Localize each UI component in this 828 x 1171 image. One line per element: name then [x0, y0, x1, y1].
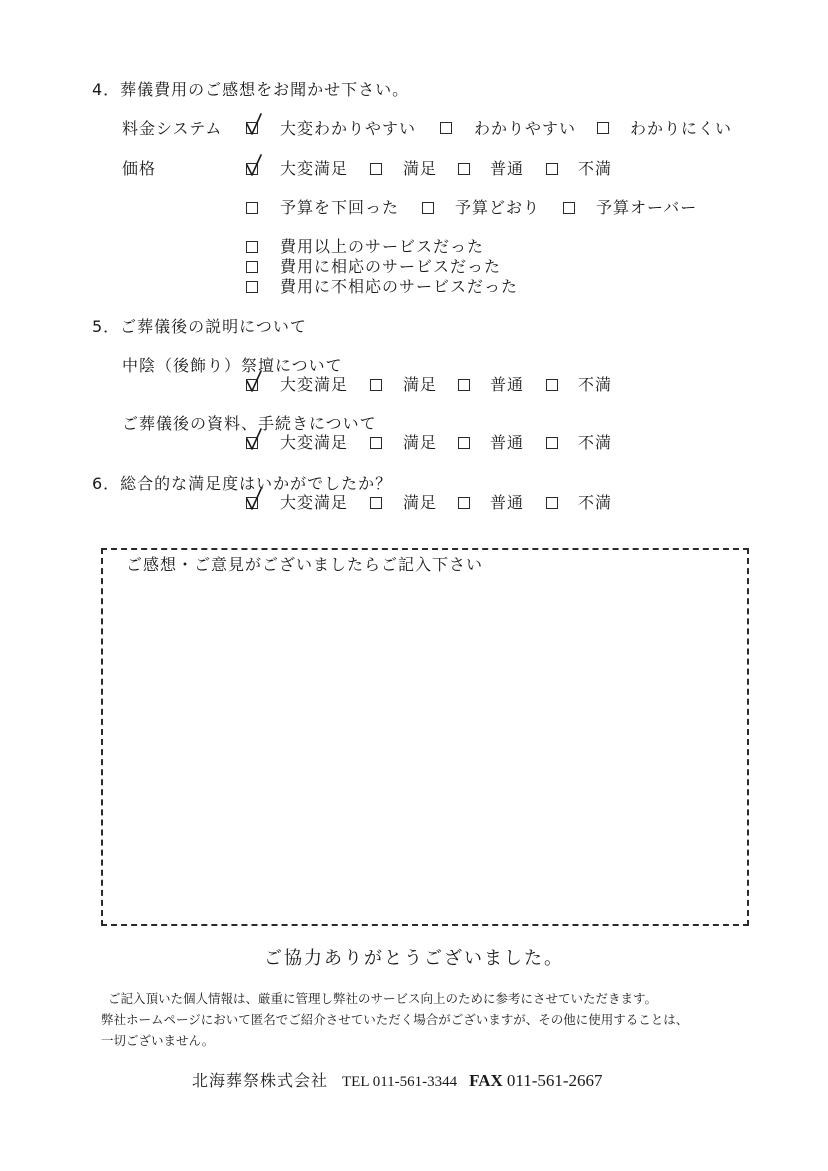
- documents-option-average: 普通: [490, 433, 525, 452]
- fee-system-option-very-clear: 大変わかりやすい: [280, 119, 417, 138]
- price-label: 価格: [122, 159, 157, 178]
- privacy-note-line-1: ご記入頂いた個人情報は、厳重に管理し弊社のサービス向上のために参考にさせていただきます。: [108, 991, 658, 1006]
- altar-option-average: 普通: [490, 375, 525, 394]
- altar-checkbox-dissatisfied[interactable]: [546, 379, 558, 391]
- price-checkbox-dissatisfied[interactable]: [546, 163, 558, 175]
- overall-checkbox-satisfied[interactable]: [370, 497, 382, 509]
- overall-option-satisfied: 満足: [403, 493, 438, 512]
- budget-option-over: 予算オーバー: [596, 198, 698, 217]
- overall-option-dissatisfied: 不満: [578, 493, 613, 512]
- fax-label: FAX: [469, 1071, 503, 1090]
- fee-system-checkbox-unclear[interactable]: [597, 122, 609, 134]
- documents-option-satisfied: 満足: [403, 433, 438, 452]
- service-checkbox-above[interactable]: [246, 241, 258, 253]
- checkmark-icon: [244, 487, 264, 511]
- price-option-average: 普通: [490, 159, 525, 178]
- price-option-satisfied: 満足: [403, 159, 438, 178]
- overall-checkbox-dissatisfied[interactable]: [546, 497, 558, 509]
- checkmark-icon: [244, 369, 264, 393]
- documents-label: ご葬儀後の資料、手続きについて: [122, 414, 377, 433]
- altar-option-very-satisfied: 大変満足: [280, 375, 349, 394]
- fee-system-option-unclear: わかりにくい: [630, 119, 733, 138]
- price-option-very-satisfied: 大変満足: [280, 159, 349, 178]
- fax-number: 011-561-2667: [506, 1071, 603, 1090]
- price-checkbox-average[interactable]: [458, 163, 470, 175]
- overall-checkbox-average[interactable]: [458, 497, 470, 509]
- service-option-above: 費用以上のサービスだった: [280, 237, 485, 256]
- question-6-title: 6．総合的な満足度はいかがでしたか？: [92, 474, 393, 493]
- service-option-fitting: 費用に相応のサービスだった: [280, 257, 502, 276]
- checkmark-icon: [244, 112, 264, 136]
- fee-system-label: 料金システム: [122, 119, 223, 138]
- checkmark-icon: [244, 427, 264, 451]
- phone-number: TEL 011-561-3344: [342, 1074, 458, 1090]
- thanks-message: ご協力ありがとうございました。: [264, 948, 564, 969]
- privacy-note-line-2: 弊社ホームページにおいて匿名でご紹介させていただく場合がございますが、その他に使用することは、: [101, 1012, 689, 1027]
- documents-checkbox-dissatisfied[interactable]: [546, 437, 558, 449]
- budget-checkbox-on[interactable]: [422, 202, 434, 214]
- fee-system-checkbox-clear[interactable]: [440, 122, 452, 134]
- budget-checkbox-over[interactable]: [563, 202, 575, 214]
- altar-label: 中陰（後飾り）祭壇について: [122, 356, 343, 375]
- service-checkbox-fitting[interactable]: [246, 261, 258, 273]
- altar-option-dissatisfied: 不満: [578, 375, 613, 394]
- overall-option-very-satisfied: 大変満足: [280, 493, 349, 512]
- documents-option-dissatisfied: 不満: [578, 433, 613, 452]
- comment-textarea[interactable]: [101, 548, 749, 926]
- fee-system-option-clear: わかりやすい: [474, 119, 577, 138]
- footer: [192, 1068, 603, 1091]
- question-5-title: 5．ご葬儀後の説明について: [92, 317, 307, 336]
- budget-option-on: 予算どおり: [455, 198, 541, 217]
- comment-label: ご感想・ご意見がございましたらご記入下さい: [126, 555, 484, 574]
- documents-option-very-satisfied: 大変満足: [280, 433, 349, 452]
- documents-checkbox-average[interactable]: [458, 437, 470, 449]
- budget-option-under: 予算を下回った: [280, 198, 400, 217]
- price-checkbox-satisfied[interactable]: [370, 163, 382, 175]
- question-4-title: 4．葬儀費用のご感想をお聞かせ下さい。: [92, 80, 410, 99]
- price-option-dissatisfied: 不満: [578, 159, 613, 178]
- service-option-unfitting: 費用に不相応のサービスだった: [280, 277, 519, 296]
- service-checkbox-unfitting[interactable]: [246, 281, 258, 293]
- checkmark-icon: [244, 153, 264, 177]
- company-name: 北海葬祭株式会社: [192, 1071, 329, 1090]
- altar-checkbox-satisfied[interactable]: [370, 379, 382, 391]
- altar-option-satisfied: 満足: [403, 375, 438, 394]
- documents-checkbox-satisfied[interactable]: [370, 437, 382, 449]
- budget-checkbox-under[interactable]: [246, 202, 258, 214]
- overall-option-average: 普通: [490, 493, 525, 512]
- altar-checkbox-average[interactable]: [458, 379, 470, 391]
- privacy-note-line-3: 一切ございません。: [101, 1033, 215, 1048]
